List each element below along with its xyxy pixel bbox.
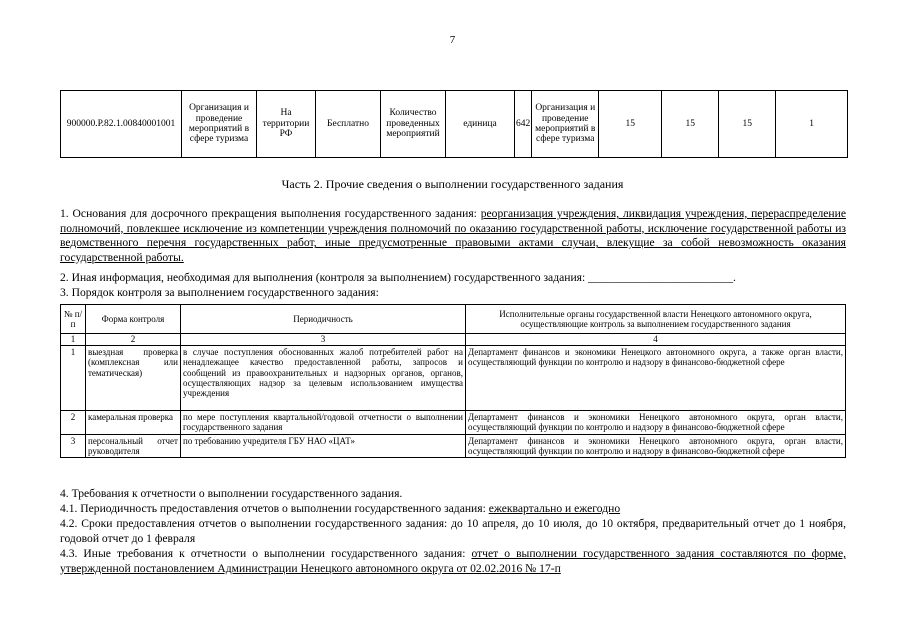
- control-period: по мере поступления квартальной/годовой отчетности о выполнении государственного задания: [181, 411, 466, 435]
- control-table: [60, 304, 846, 458]
- paragraph-4-1: [60, 502, 846, 517]
- table-row: [61, 91, 848, 158]
- table-cell: 900000.Р.82.1.00840001001: [61, 91, 182, 158]
- table-header-row: [61, 305, 846, 334]
- number-cell: 1: [61, 334, 86, 346]
- row-number: 1: [61, 346, 86, 411]
- table-cell: Бесплатно: [316, 91, 381, 158]
- row-number: 3: [61, 434, 86, 458]
- number-cell: 2: [86, 334, 181, 346]
- control-period: по требованию учредителя ГБУ НАО «ЦАТ»: [181, 434, 466, 458]
- paragraph-1-underlined: реорганизация учреждения, ликвидация учреждения, перераспределение полномочий, повлекшее исключение из компетенции учреждения полномочий по оказанию государственной работы, исключение государственной работы из ведомственного перечня государственных работ, иные предусмотренные правовыми актами случаи, влекущие за собой невозможность оказания государственной работы.: [60, 207, 846, 264]
- paragraph-4-3: [60, 547, 846, 576]
- paragraph-4-2: 4.2. Сроки предоставления отчетов о выполнении государственного задания: до 10 апреля, до 10 июля, до 10 октября, предварительный отчет до 1 ноября, годовой отчет до 1 февраля: [60, 517, 846, 545]
- paragraph-4-3-lead: 4.3. Иные требования к отчетности о выполнении государственного задания:: [60, 547, 472, 560]
- table-cell: 642: [515, 91, 532, 158]
- control-form: выездная проверка (комплексная или тематическая): [86, 346, 181, 411]
- table-row: [61, 434, 846, 458]
- table-cell: Организация и проведение мероприятий в сфере туризма: [532, 91, 599, 158]
- table-cell: 15: [719, 91, 776, 158]
- paragraph-3: 3. Порядок контроля за выполнением государственного задания:: [60, 286, 379, 299]
- table-row: [61, 346, 846, 411]
- page-number: 7: [449, 34, 456, 46]
- paragraph-1: [60, 207, 846, 265]
- number-cell: 3: [181, 334, 466, 346]
- header-cell: Форма контроля: [86, 305, 181, 334]
- paragraph-4-3-underlined: отчет о выполнении государственного задания составляются по форме, утвержденной постановлением Администрации Ненецкого автономного округа от 02.02.2016 № 17-п: [60, 547, 846, 575]
- header-cell: Периодичность: [181, 305, 466, 334]
- service-table: [60, 90, 848, 158]
- table-cell: 1: [776, 91, 848, 158]
- paragraph-4-1-lead: 4.1. Периодичность предоставления отчетов о выполнении государственного задания:: [60, 502, 489, 515]
- paragraph-4-1-underlined: ежеквартально и ежегодно: [488, 502, 621, 515]
- part2-title: Часть 2. Прочие сведения о выполнении государственного задания: [281, 177, 624, 191]
- paragraph-4: 4. Требования к отчетности о выполнении государственного задания.: [60, 487, 403, 500]
- row-number: 2: [61, 411, 86, 435]
- number-cell: 4: [466, 334, 846, 346]
- table-cell: Количество проведенных мероприятий: [381, 91, 446, 158]
- table-cell: 15: [662, 91, 719, 158]
- control-period: в случае поступления обоснованных жалоб потребителей работ на ненадлежащее качество предоставленной работы, запросов и сообщений из правоохранительных и надзорных органов, органов, осуществляющих надзор за целевым использованием имущества учреждения: [181, 346, 466, 411]
- control-organ: Департамент финансов и экономики Ненецкого автономного округа, орган власти, осуществляющий функции по контролю и надзору в финансово-бюджетной сфере: [466, 434, 846, 458]
- table-row: [61, 411, 846, 435]
- paragraph-1-lead: 1. Основания для досрочного прекращения выполнения государственного задания:: [60, 207, 481, 220]
- table-cell: Организация и проведение мероприятий в сфере туризма: [182, 91, 257, 158]
- control-organ: Департамент финансов и экономики Ненецкого автономного округа, а также орган власти, осуществляющий функции по контролю и надзору в финансово-бюджетной сфере: [466, 346, 846, 411]
- header-cell: № п/п: [61, 305, 86, 334]
- table-cell: На территории РФ: [257, 91, 316, 158]
- control-form: камеральная проверка: [86, 411, 181, 435]
- paragraph-2: 2. Иная информация, необходимая для выполнения (контроля за выполнением) государственного задания: _________________________.: [60, 271, 736, 284]
- control-form: персональный отчет руководителя: [86, 434, 181, 458]
- table-cell: единица: [446, 91, 515, 158]
- table-cell: 15: [599, 91, 662, 158]
- control-organ: Департамент финансов и экономики Ненецкого автономного округа, орган власти, осуществляющий функции по контролю и надзору в финансово-бюджетной сфере: [466, 411, 846, 435]
- table-number-row: [61, 334, 846, 346]
- header-cell: Исполнительные органы государственной власти Ненецкого автономного округа, осуществляющие контроль за выполнением государственного задания: [466, 305, 846, 334]
